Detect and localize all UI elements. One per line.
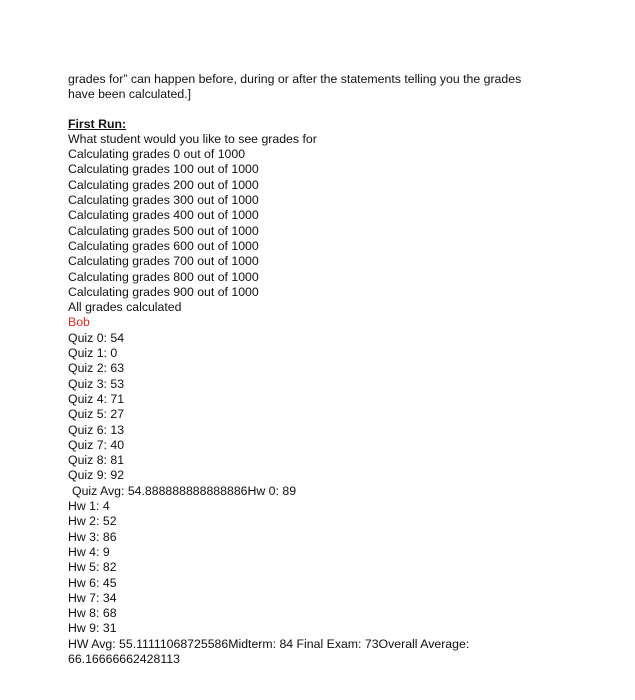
- homework-line: Hw 9: 31: [68, 621, 117, 636]
- progress-list: [68, 147, 588, 300]
- all-grades-calculated: All grades calculated: [68, 300, 182, 315]
- progress-line: Calculating grades 600 out of 1000: [68, 238, 259, 253]
- progress-line: Calculating grades 500 out of 1000: [68, 223, 259, 238]
- quiz-line: Quiz 9: 92: [68, 468, 125, 483]
- final-summary-line-1: HW Avg: 55.11111068725586Midterm: 84 Final Exam: 73Overall Average:: [68, 636, 470, 651]
- homework-line: Hw 4: 9: [68, 544, 110, 559]
- progress-line: Calculating grades 0 out of 1000: [68, 147, 246, 162]
- homework-line: Hw 2: 52: [68, 514, 117, 529]
- intro-line-1: grades for” can happen before, during or after the statements telling you the grades: [68, 72, 522, 86]
- quiz-line: Quiz 1: 0: [68, 346, 118, 361]
- student-input: Bob: [68, 315, 90, 330]
- quiz-line: Quiz 8: 81: [68, 453, 125, 468]
- homework-line: Hw 6: 45: [68, 575, 117, 590]
- homework-line: Hw 5: 82: [68, 560, 117, 575]
- quiz-line: Quiz 4: 71: [68, 391, 125, 406]
- progress-line: Calculating grades 400 out of 1000: [68, 208, 259, 223]
- homework-line: Hw 8: 68: [68, 606, 117, 621]
- progress-line: Calculating grades 200 out of 1000: [68, 177, 259, 192]
- final-summary-line-2: 66.16666662428113: [68, 651, 180, 666]
- homework-line: Hw 7: 34: [68, 590, 117, 605]
- quiz-line: Quiz 5: 27: [68, 407, 125, 422]
- homework-list: [68, 499, 588, 637]
- quiz-line: Quiz 6: 13: [68, 422, 125, 437]
- progress-line: Calculating grades 800 out of 1000: [68, 269, 259, 284]
- progress-line: Calculating grades 100 out of 1000: [68, 162, 259, 177]
- first-run-heading: First Run:: [68, 116, 127, 131]
- document-body: [68, 72, 588, 667]
- intro-line-2: have been calculated.]: [68, 87, 192, 102]
- quiz-list: [68, 331, 588, 484]
- homework-line: Hw 1: 4: [68, 499, 110, 514]
- quiz-line: Quiz 2: 63: [68, 361, 125, 376]
- progress-line: Calculating grades 300 out of 1000: [68, 193, 259, 208]
- quiz-line: Quiz 0: 54: [68, 330, 125, 345]
- homework-line: Hw 3: 86: [68, 529, 117, 544]
- progress-line: Calculating grades 700 out of 1000: [68, 254, 259, 269]
- intro-paragraph: [68, 72, 588, 103]
- quiz-line: Quiz 3: 53: [68, 376, 125, 391]
- progress-line: Calculating grades 900 out of 1000: [68, 284, 259, 299]
- quiz-line: Quiz 7: 40: [68, 437, 125, 452]
- quiz-average-line: Quiz Avg: 54.888888888888886Hw 0: 89: [72, 483, 297, 498]
- prompt-line: What student would you like to see grades for: [68, 131, 317, 146]
